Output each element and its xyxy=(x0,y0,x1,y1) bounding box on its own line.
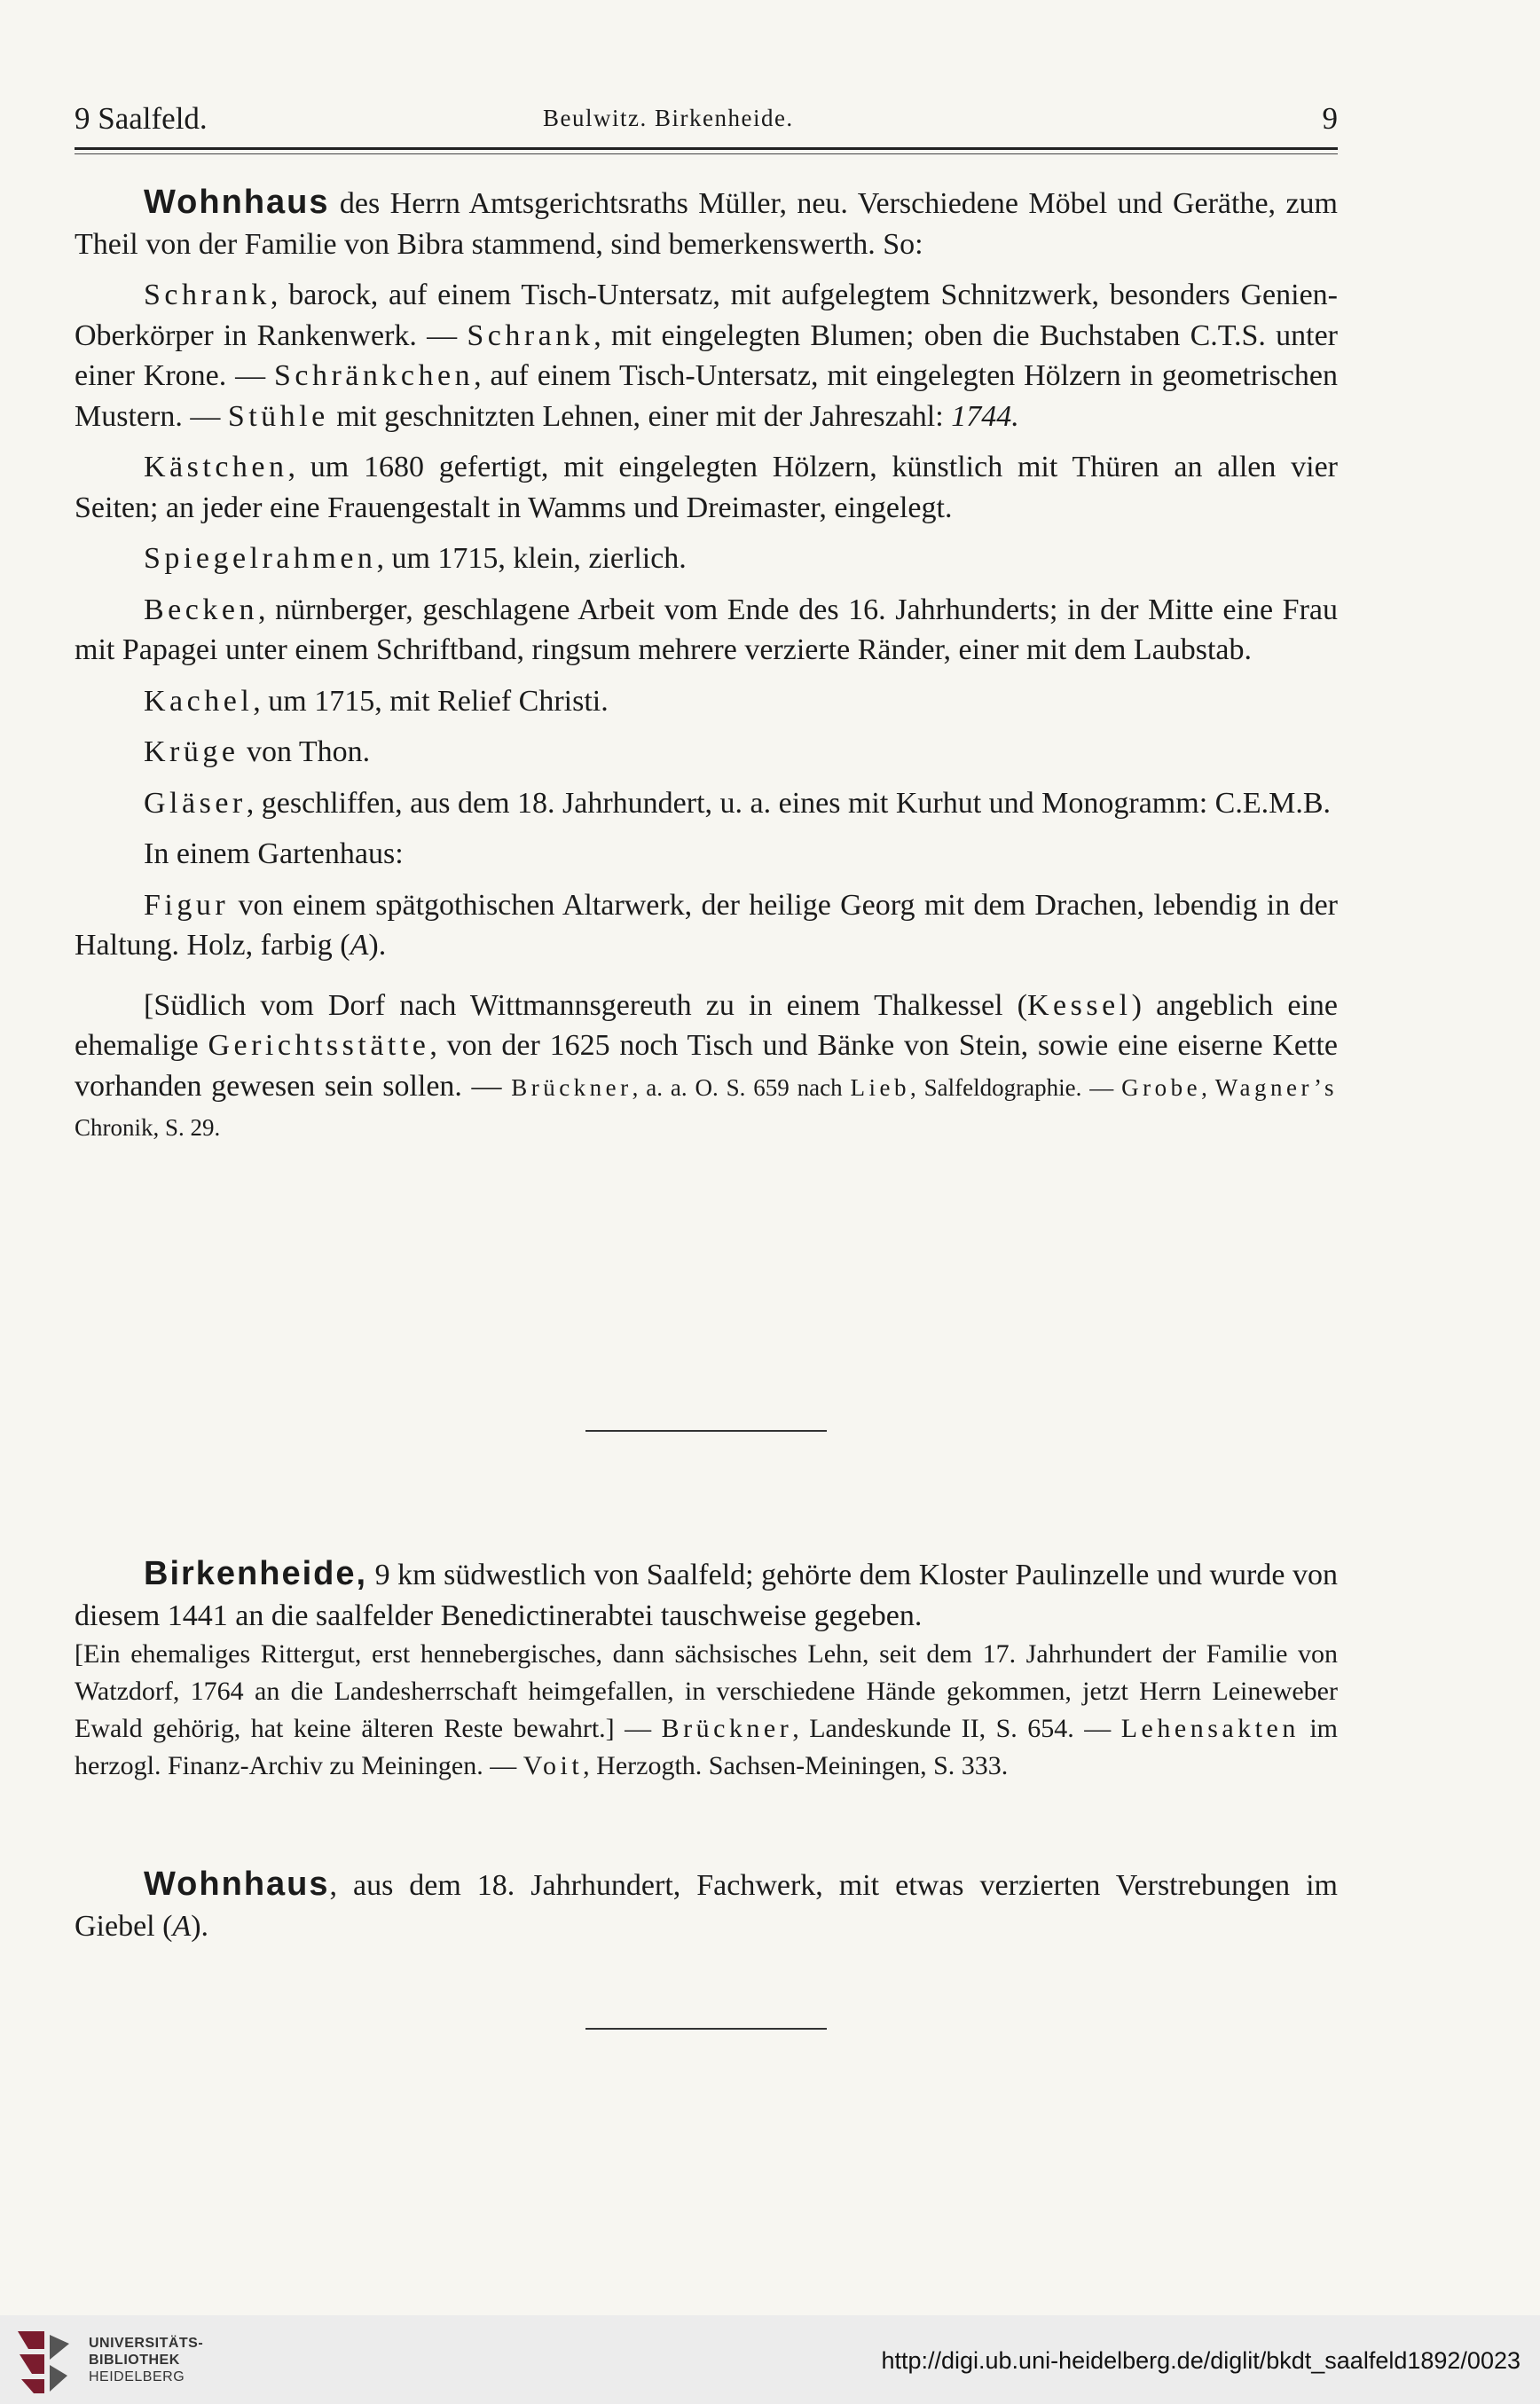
paragraph xyxy=(75,783,1338,824)
paragraph xyxy=(75,732,1338,773)
running-head-center: Beulwitz. Birkenheide. xyxy=(543,105,794,131)
section-separator xyxy=(585,2028,827,2030)
item-label: Stühle xyxy=(227,399,329,433)
library-name-line: BIBLIOTHEK xyxy=(89,2353,180,2368)
text: , geschliffen, aus dem 18. Jahrhundert, u. a. eines mit Kurhut und Monogramm: C.E.M.B. xyxy=(246,786,1331,820)
paragraph xyxy=(75,275,1338,436)
text: mit geschnitzten Lehnen, einer mit der Jahreszahl: xyxy=(328,399,952,433)
text: , mit eingelegten Blumen; oben die Buchstaben C.T.S. unter einer Krone. — xyxy=(75,318,1338,392)
paragraph xyxy=(75,590,1338,671)
running-head-left: 9 Saalfeld. xyxy=(75,101,208,136)
item-label: Gerichtsstätte xyxy=(208,1029,430,1062)
source-text: Chronik, S. 29. xyxy=(75,1114,221,1141)
paragraph xyxy=(75,447,1338,528)
source-name: Lehensakten xyxy=(1120,1714,1300,1743)
header-rule-thin xyxy=(75,153,1338,154)
item-label: Schrank xyxy=(144,279,271,311)
text: , auf einem Tisch-Untersatz, mit eingelegten Hölzern in geometrischen Mustern. — xyxy=(75,359,1338,433)
text: , barock, auf einem Tisch-Untersatz, mit aufgelegtem Schnitzwerk, besonders Genien-Oberkörper in Rankenwerk. — xyxy=(75,279,1338,352)
item-label: Figur xyxy=(144,888,230,922)
text: von einem spätgothischen Altarwerk, der heilige Georg mit dem Drachen, lebendig in der Haltung. Holz, farbig ( xyxy=(75,888,1338,962)
text: [Ein ehemaliges Rittergut, erst hennebergisches, dann sächsisches Lehn, seit dem 17. Jahrhundert der Familie von Watzdorf, 1764 an die Landesherrschaft heimgefallen, in verschiedene Hände gekommen, jetzt Herrn Leineweber Ewald gehörig, hat keine älteren Reste bewahrt.] — xyxy=(75,1639,1338,1743)
paragraph xyxy=(75,538,1338,579)
source-name: Wagner’s xyxy=(1214,1073,1339,1101)
permalink-url[interactable]: http://digi.ub.uni-heidelberg.de/diglit/bkdt_saalfeld1892/0023 xyxy=(881,2347,1520,2374)
paragraph xyxy=(75,986,1338,1147)
text: In einem Gartenhaus: xyxy=(144,837,404,870)
text: im herzogl. Finanz-Archiv zu Meiningen. — xyxy=(75,1714,1338,1780)
section-birkenheide xyxy=(75,1554,1338,1785)
text: ). xyxy=(191,1909,209,1943)
text: , von der 1625 noch Tisch und Bänke von Stein, sowie eine eiserne Kette vorhanden gewesen sein sollen. — xyxy=(75,1029,1339,1103)
mark-a: A xyxy=(350,929,369,962)
paragraph xyxy=(75,1865,1338,1946)
paragraph xyxy=(75,1554,1338,1636)
paragraph xyxy=(75,1636,1338,1785)
text: , Herzogth. Sachsen-Meiningen, S. 333. xyxy=(583,1751,1009,1780)
item-label: Schränkchen xyxy=(273,359,475,392)
text: ) angeblich eine ehemalige xyxy=(75,988,1338,1062)
item-label: Spiegelrahmen xyxy=(144,542,377,575)
paragraph xyxy=(75,681,1338,722)
source-name: Grobe xyxy=(1121,1073,1202,1101)
library-name-line: HEIDELBERG xyxy=(89,2369,185,2384)
source-name: Brückner xyxy=(661,1714,793,1743)
section-heading: Wohnhaus xyxy=(144,1866,330,1903)
item-label: Gläser xyxy=(144,786,247,820)
source-text: , Salfeldographie. — xyxy=(910,1073,1122,1101)
paragraph xyxy=(75,834,1338,875)
source-text: , a. a. O. S. 659 nach xyxy=(632,1073,851,1101)
paragraph xyxy=(75,183,1338,264)
text: , aus dem 18. Jahrhundert, Fachwerk, mit etwas verzierten Verstrebungen im Giebel ( xyxy=(75,1869,1338,1943)
text: , um 1715, klein, zierlich. xyxy=(376,542,687,575)
item-label: Schrank xyxy=(467,318,594,352)
text: [Südlich vom Dorf nach Wittmannsgereuth zu in einem Thalkessel ( xyxy=(144,988,1027,1022)
item-label: Becken xyxy=(144,593,258,626)
source-text: , xyxy=(1201,1073,1215,1101)
item-label: Kessel xyxy=(1026,988,1132,1022)
paragraph xyxy=(75,885,1338,966)
item-label: Krüge xyxy=(144,735,240,768)
section-heading: Birkenheide, xyxy=(144,1555,368,1592)
item-label: Kachel xyxy=(144,684,254,718)
running-head xyxy=(75,101,1338,145)
mark-a: A xyxy=(172,1909,192,1943)
section-separator xyxy=(585,1430,827,1432)
section-wohnhaus-mueller xyxy=(75,183,1338,1147)
header-rule xyxy=(75,147,1338,150)
text: ). xyxy=(368,929,387,962)
text: , Landeskunde II, S. 654. — xyxy=(792,1714,1121,1743)
page-number: 9 xyxy=(1322,101,1338,136)
library-name xyxy=(89,2335,203,2385)
library-name-line: UNIVERSITÄTS- xyxy=(89,2336,204,2351)
section-wohnhaus-birkenheide xyxy=(75,1865,1338,1946)
source-name: Voit xyxy=(522,1751,584,1780)
text: des Herrn Amtsgerichtsraths Müller, neu. Verschiedene Möbel und Geräthe, zum Theil von der Familie von Bibra stammend, sind bemerkenswerth. So: xyxy=(75,187,1338,261)
source-name: Lieb xyxy=(850,1073,911,1101)
source-name: Brückner xyxy=(511,1073,632,1101)
text: , um 1680 gefertigt, mit eingelegten Hölzern, künstlich mit Thüren an allen vier Seiten; an jeder eine Frauengestalt in Wamms und Dreimaster, eingelegt. xyxy=(75,451,1338,524)
item-label: Kästchen xyxy=(144,451,288,483)
university-library-logo-icon xyxy=(11,2324,78,2397)
text: 9 km südwestlich von Saalfeld; gehörte dem Kloster Paulinzelle und wurde von diesem 1441 an die saalfelder Benedictinerabtei tauschweise gegeben. xyxy=(75,1559,1338,1632)
text: , um 1715, mit Relief Christi. xyxy=(253,684,609,718)
year: 1744. xyxy=(951,399,1019,433)
section-heading: Wohnhaus xyxy=(144,184,330,221)
digitization-footer xyxy=(0,2315,1540,2404)
text: , nürnberger, geschlagene Arbeit vom Ende des 16. Jahrhunderts; in der Mitte eine Frau mit Papagei unter einem Schriftband, ringsum mehrere verzierte Ränder, einer mit dem Laubstab. xyxy=(75,593,1338,666)
text: von Thon. xyxy=(239,735,371,768)
